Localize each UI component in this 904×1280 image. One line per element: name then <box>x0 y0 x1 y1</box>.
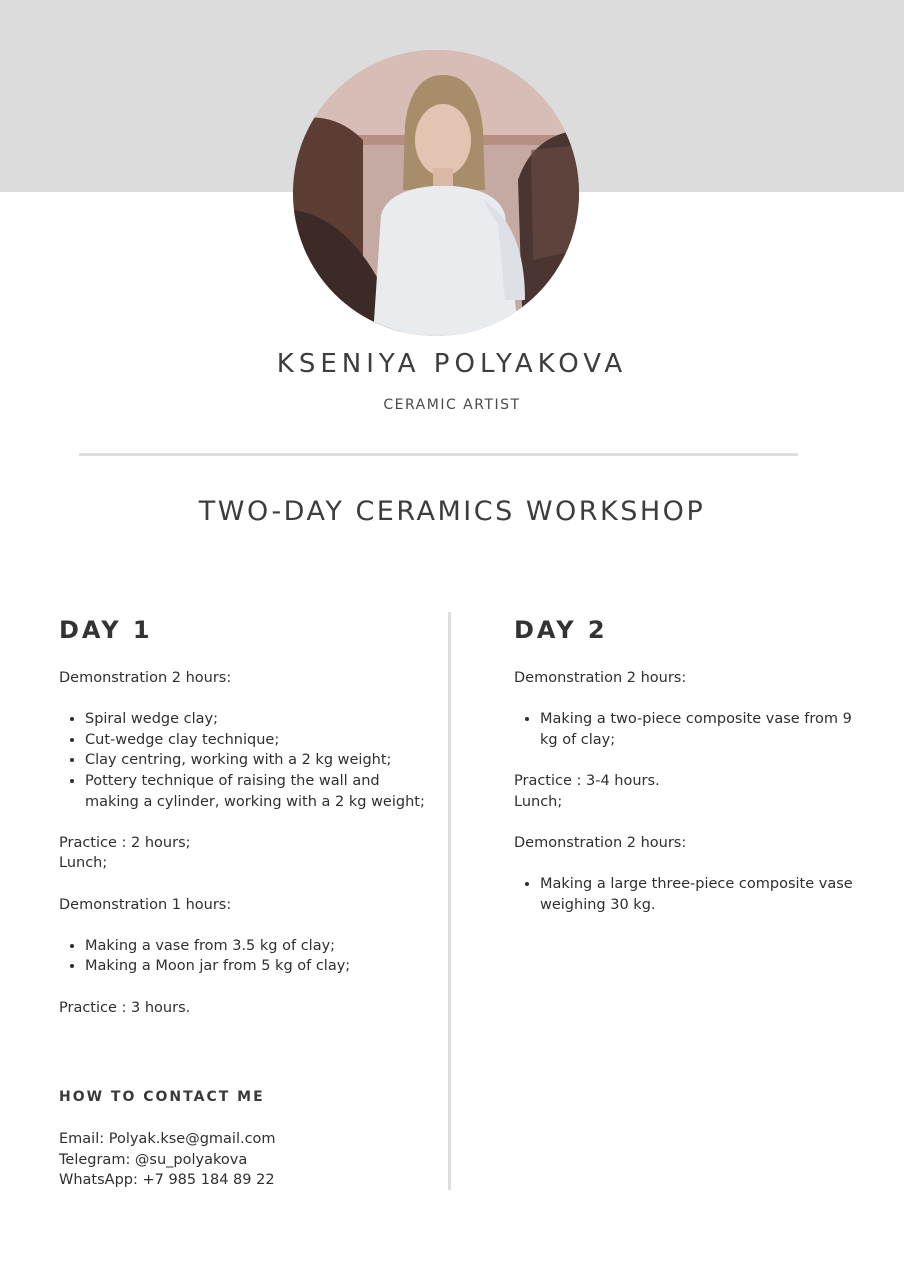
section-divider <box>79 453 798 456</box>
day2-demo1-heading: Demonstration 2 hours: <box>514 670 687 686</box>
workshop-title: TWO-DAY CERAMICS WORKSHOP <box>198 496 706 527</box>
profile-photo <box>293 50 579 336</box>
list-item: • Pottery technique of raising the wall and making a cylinder, working with a 2 kg weight; <box>85 771 434 812</box>
list-item: • Cut-wedge clay technique; <box>85 730 434 751</box>
day2-demo2-heading: Demonstration 2 hours: <box>514 834 687 851</box>
day1-lunch: Lunch; <box>59 855 108 872</box>
artist-role: CERAMIC ARTIST <box>383 397 521 413</box>
portrait-illustration <box>293 50 579 336</box>
list-item: • Spiral wedge clay; <box>85 709 434 730</box>
contact-telegram[interactable]: Telegram: @su_polyakova <box>59 1151 248 1168</box>
contact-section <box>59 1087 439 1191</box>
day2-lunch: Lunch; <box>514 793 563 810</box>
day1-practice1: Practice : 2 hours; <box>59 834 191 851</box>
day2-column <box>514 612 864 915</box>
day1-demo1-heading: Demonstration 2 hours: <box>59 670 232 686</box>
day1-demo2-list <box>59 936 434 977</box>
day1-title: DAY 1 <box>59 616 153 644</box>
list-item: • Clay centring, working with a 2 kg weight; <box>85 750 434 771</box>
day2-practice1: Practice : 3-4 hours. <box>514 772 660 789</box>
day2-title: DAY 2 <box>514 616 608 644</box>
contact-title: HOW TO CONTACT ME <box>59 1089 265 1105</box>
column-divider <box>448 612 451 1190</box>
artist-name: KSENIYA POLYAKOVA <box>276 349 628 379</box>
day1-practice2: Practice : 3 hours. <box>59 999 191 1016</box>
list-item: • Making a large three-piece composite vase weighing 30 kg. <box>540 874 864 915</box>
day1-demo1-list <box>59 709 434 812</box>
contact-whatsapp[interactable]: WhatsApp: +7 985 184 89 22 <box>59 1172 275 1189</box>
contact-email[interactable]: Email: Polyak.kse@gmail.com <box>59 1131 276 1147</box>
day2-demo2-list <box>514 874 864 915</box>
list-item: • Making a vase from 3.5 kg of clay; <box>85 936 434 957</box>
day1-column <box>59 612 434 1018</box>
day1-demo2-heading: Demonstration 1 hours: <box>59 896 232 913</box>
list-item: • Making a two-piece composite vase from 9 kg of clay; <box>540 709 864 750</box>
list-item: • Making a Moon jar from 5 kg of clay; <box>85 956 434 977</box>
day2-demo1-list <box>514 709 864 750</box>
